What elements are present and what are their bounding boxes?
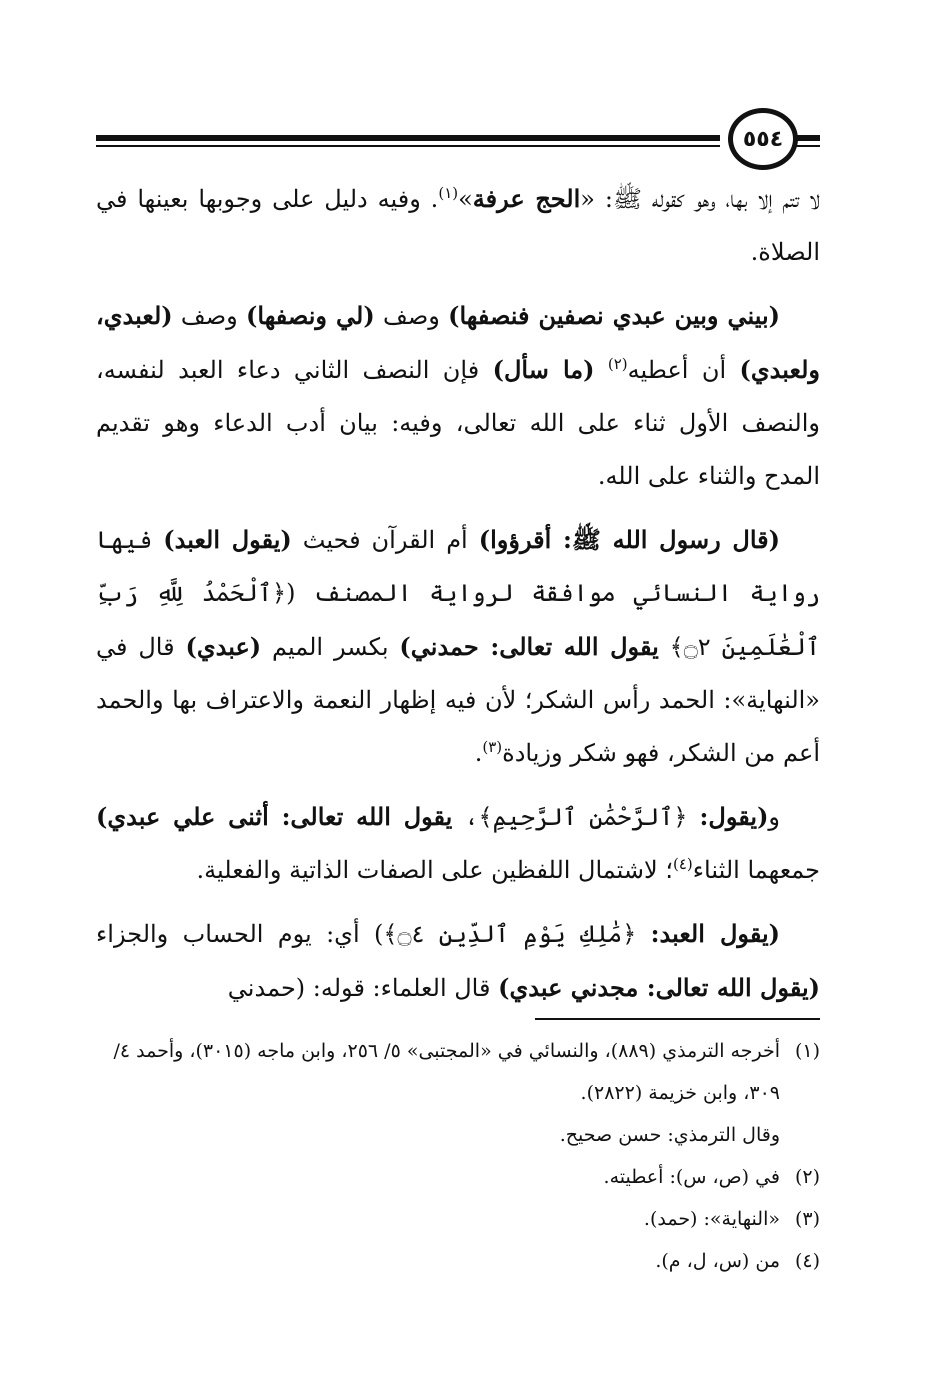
paragraph-1	[96, 172, 820, 279]
text-segment: وصف	[172, 302, 247, 330]
footnote-number: (٣)	[794, 1208, 820, 1230]
footnote-number: (٤)	[794, 1250, 820, 1272]
footnote-text: من (س، ل، م).	[655, 1250, 780, 1272]
text-segment: لا تتم إلا بها، وهو كقوله ﷺ: «	[580, 185, 821, 213]
header-rule	[96, 135, 720, 141]
bold-text: (ما سأل)	[492, 355, 595, 384]
text-segment: »	[458, 185, 473, 213]
header-rule-right-thin	[796, 145, 820, 147]
footnote-item	[96, 1198, 820, 1240]
paragraph-4	[96, 790, 820, 897]
bold-text: يقول الله تعالى: أثنى علي عبدي)	[96, 802, 453, 831]
bold-text: (بيني وبين عبدي نصفين فنصفها)	[448, 301, 781, 330]
bold-text: (يقول العبد:	[650, 919, 781, 948]
bold-text: (لي ونصفها)	[246, 301, 375, 330]
bold-text: (يقول:	[699, 802, 769, 831]
page-header	[96, 108, 820, 178]
footnotes	[96, 1030, 820, 1282]
footnote-number: (٢)	[794, 1166, 820, 1188]
paragraph-2	[96, 289, 820, 503]
text-segment: فيها رواية النسائي موافقة لرواية المصنف (﴿ٱلْحَمْدُ لِلَّهِ رَبِّ ٱلْعَٰلَمِينَ ۝٢﴾	[96, 526, 821, 661]
text-segment: قال العلماء: قوله: (حمدني	[227, 974, 499, 1002]
header-rule-thin	[96, 145, 720, 147]
text-segment: قال في «النهاية»: الحمد رأس الشكر؛ لأن فيه إظهار النعمة والاعتراف بها والحمد أعم من الشكر، فهو شكر وزيادة	[96, 633, 820, 767]
page-number: ٥٥٤	[728, 108, 798, 170]
text-segment: فإن النصف الثاني دعاء العبد لنفسه، والنصف الأول ثناء على الله تعالى، وفيه: بيان أدب الدعاء وهو تقديم المدح والثناء على الله.	[96, 356, 820, 490]
text-segment: . وفيه دليل على وجوبها بعينها في الصلاة.	[96, 185, 820, 266]
text-segment: وصف	[374, 302, 449, 330]
text-segment	[594, 356, 607, 384]
footnote-text: «النهاية»: (حمد).	[643, 1208, 780, 1230]
footnote-ref: (٣)	[482, 738, 503, 756]
bold-text: (يقول العبد)	[163, 525, 292, 554]
text-segment: أن أعطيه	[627, 356, 740, 384]
footnote-item	[96, 1240, 820, 1282]
header-rule-right	[796, 135, 820, 141]
bold-text: (قال رسول الله ﷺ: أقرؤوا)	[478, 525, 780, 554]
text-segment: أم القرآن فحيث	[291, 526, 479, 554]
footnote-item	[96, 1030, 820, 1114]
main-text	[96, 172, 820, 1025]
footnote-text: أخرجه الترمذي (٨٨٩)، والنسائي في «المجتبى» ٥/ ٢٥٦، وابن ماجه (٣٠١٥)، وأحمد ٤/ ٣٠٩، وابن خزيمة (٢٨٢٢).	[113, 1040, 780, 1104]
text-segment: و	[768, 803, 781, 831]
text-segment: ﴿ٱلرَّحْمَٰنِ ٱلرَّحِيمِ﴾،	[452, 803, 700, 831]
footnote-text: في (ص، س): أعطيته.	[603, 1166, 780, 1188]
bold-text: (يقول الله تعالى: مجدني عبدي)	[498, 973, 820, 1002]
text-segment: .	[474, 739, 483, 767]
text-segment: بكسر الميم	[261, 633, 400, 661]
bold-text: (لعبدي، ولعبدي)	[96, 301, 820, 384]
bold-text: يقول الله تعالى: حمدني)	[399, 632, 659, 661]
paragraph-5	[96, 907, 820, 1015]
footnote-number: (١)	[794, 1040, 820, 1062]
bold-text: الحج عرفة	[472, 184, 581, 213]
paragraph-3	[96, 513, 820, 780]
footnote-ref: (١)	[438, 184, 459, 202]
footnote-item	[96, 1156, 820, 1198]
text-segment: ﴿مَٰلِكِ يَوْمِ ٱلدِّينِ ۝٤﴾) أي: يوم الحساب والجزاء	[96, 920, 651, 948]
bold-text: (عبدي)	[185, 632, 262, 661]
text-segment: جمعهما الثناء	[692, 856, 820, 884]
footnote-ref: (٢)	[607, 355, 628, 373]
footnote-divider	[535, 1018, 820, 1020]
text-segment: ؛ لاشتمال اللفظين على الصفات الذاتية والفعلية.	[196, 856, 673, 884]
footnote-ref: (٤)	[672, 855, 693, 873]
footnote-continuation: وقال الترمذي: حسن صحيح.	[559, 1124, 780, 1146]
